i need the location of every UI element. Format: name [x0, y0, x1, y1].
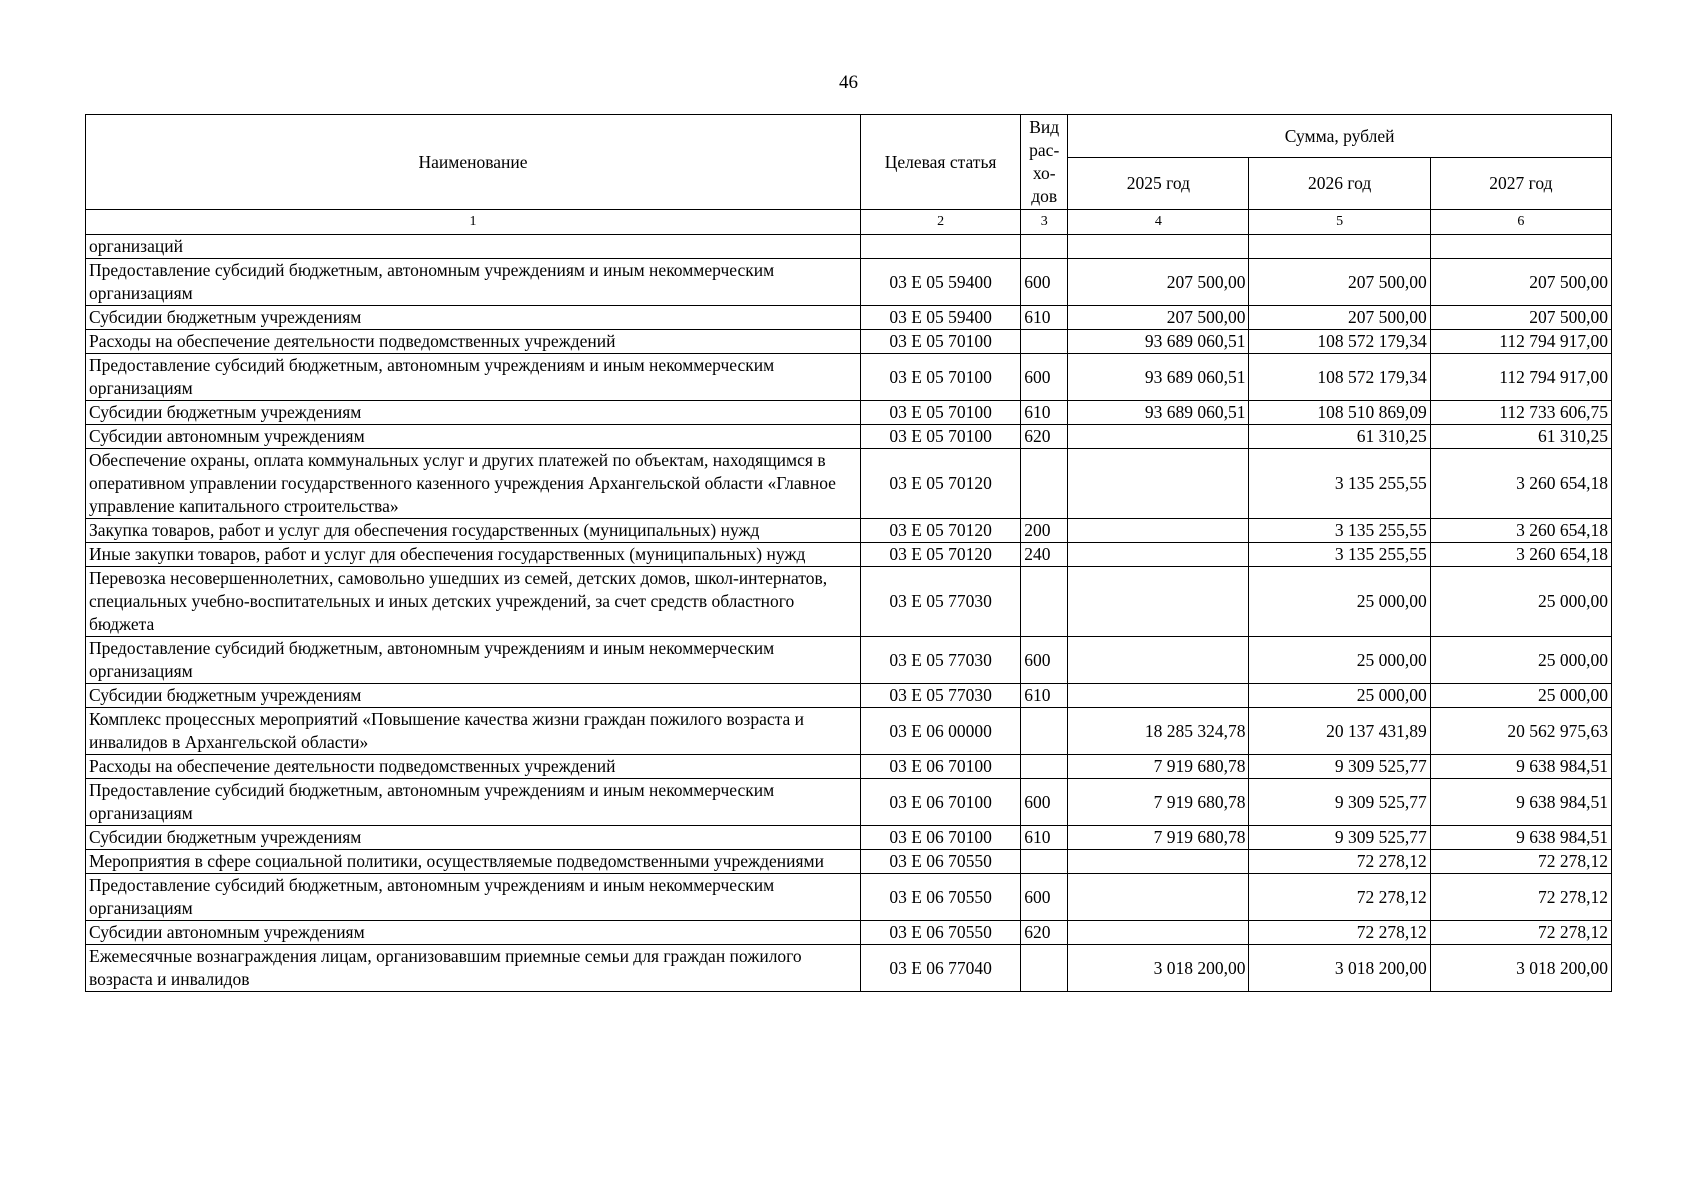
- cell-expense-type: 200: [1021, 519, 1068, 543]
- cell-name: Субсидии бюджетным учреждениям: [86, 684, 861, 708]
- cell-name: Перевозка несовершеннолетних, самовольно ушедших из семей, детских домов, школ-интернатов, специальных учебно-воспитательных и иных детских учреждений, за счет средств областного бюджета: [86, 567, 861, 637]
- cell-sum-2027: 72 278,12: [1430, 850, 1611, 874]
- table-row: [86, 567, 1612, 637]
- table-row: [86, 259, 1612, 306]
- cell-sum-2025: 93 689 060,51: [1068, 401, 1249, 425]
- column-number: 6: [1430, 210, 1611, 235]
- cell-sum-2026: 25 000,00: [1249, 567, 1430, 637]
- cell-sum-2026: 72 278,12: [1249, 874, 1430, 921]
- cell-expense-type: 610: [1021, 401, 1068, 425]
- cell-sum-2027: 9 638 984,51: [1430, 779, 1611, 826]
- cell-expense-type: [1021, 945, 1068, 992]
- cell-sum-2026: 20 137 431,89: [1249, 708, 1430, 755]
- cell-sum-2026: 61 310,25: [1249, 425, 1430, 449]
- cell-target-article: 03 Е 06 00000: [861, 708, 1021, 755]
- page-number: 46: [839, 72, 858, 93]
- cell-expense-type: 620: [1021, 425, 1068, 449]
- table-row: [86, 235, 1612, 259]
- cell-sum-2025: [1068, 543, 1249, 567]
- table-row: [86, 354, 1612, 401]
- cell-sum-2025: 3 018 200,00: [1068, 945, 1249, 992]
- cell-sum-2026: 207 500,00: [1249, 306, 1430, 330]
- cell-sum-2027: 9 638 984,51: [1430, 755, 1611, 779]
- cell-sum-2026: 9 309 525,77: [1249, 826, 1430, 850]
- cell-target-article: 03 Е 06 70550: [861, 921, 1021, 945]
- cell-expense-type: 610: [1021, 826, 1068, 850]
- cell-target-article: 03 Е 06 70100: [861, 755, 1021, 779]
- cell-sum-2026: 3 018 200,00: [1249, 945, 1430, 992]
- cell-sum-2027: 72 278,12: [1430, 874, 1611, 921]
- cell-sum-2027: 112 733 606,75: [1430, 401, 1611, 425]
- cell-expense-type: [1021, 708, 1068, 755]
- cell-expense-type: [1021, 330, 1068, 354]
- cell-expense-type: 600: [1021, 259, 1068, 306]
- cell-sum-2026: 9 309 525,77: [1249, 755, 1430, 779]
- cell-sum-2026: 207 500,00: [1249, 259, 1430, 306]
- cell-sum-2025: 207 500,00: [1068, 259, 1249, 306]
- cell-target-article: 03 Е 06 77040: [861, 945, 1021, 992]
- cell-expense-type: [1021, 850, 1068, 874]
- cell-sum-2027: 3 260 654,18: [1430, 519, 1611, 543]
- cell-expense-type: 620: [1021, 921, 1068, 945]
- column-numbers-row: [86, 210, 1612, 235]
- cell-target-article: 03 Е 06 70100: [861, 779, 1021, 826]
- cell-expense-type: 600: [1021, 637, 1068, 684]
- cell-sum-2025: 7 919 680,78: [1068, 755, 1249, 779]
- cell-sum-2025: [1068, 449, 1249, 519]
- table-row: [86, 708, 1612, 755]
- cell-sum-2025: 207 500,00: [1068, 306, 1249, 330]
- cell-sum-2027: 25 000,00: [1430, 684, 1611, 708]
- cell-sum-2025: 7 919 680,78: [1068, 826, 1249, 850]
- cell-name: Субсидии автономным учреждениям: [86, 425, 861, 449]
- cell-name: Предоставление субсидий бюджетным, автономным учреждениям и иным некоммерческим организациям: [86, 874, 861, 921]
- table-row: [86, 826, 1612, 850]
- header-year-2025: 2025 год: [1068, 158, 1249, 210]
- header-sum: Сумма, рублей: [1068, 115, 1612, 158]
- cell-name: Расходы на обеспечение деятельности подведомственных учреждений: [86, 755, 861, 779]
- table-row: [86, 755, 1612, 779]
- cell-target-article: 03 Е 05 70100: [861, 354, 1021, 401]
- cell-target-article: 03 Е 05 77030: [861, 637, 1021, 684]
- header-target-article: Целевая статья: [861, 115, 1021, 210]
- table-row: [86, 425, 1612, 449]
- cell-name: Субсидии бюджетным учреждениям: [86, 826, 861, 850]
- cell-sum-2027: 3 260 654,18: [1430, 543, 1611, 567]
- table-row: [86, 330, 1612, 354]
- column-number: 5: [1249, 210, 1430, 235]
- cell-name: Расходы на обеспечение деятельности подведомственных учреждений: [86, 330, 861, 354]
- cell-name: Иные закупки товаров, работ и услуг для обеспечения государственных (муниципальных) нужд: [86, 543, 861, 567]
- cell-sum-2027: 207 500,00: [1430, 306, 1611, 330]
- cell-name: Предоставление субсидий бюджетным, автономным учреждениям и иным некоммерческим организациям: [86, 354, 861, 401]
- table-row: [86, 637, 1612, 684]
- table-row: [86, 921, 1612, 945]
- cell-sum-2025: [1068, 519, 1249, 543]
- cell-sum-2025: 7 919 680,78: [1068, 779, 1249, 826]
- table-row: [86, 543, 1612, 567]
- table-row: [86, 779, 1612, 826]
- cell-target-article: 03 Е 05 59400: [861, 306, 1021, 330]
- cell-sum-2027: 112 794 917,00: [1430, 354, 1611, 401]
- cell-sum-2027: 9 638 984,51: [1430, 826, 1611, 850]
- cell-name: Предоставление субсидий бюджетным, автономным учреждениям и иным некоммерческим организациям: [86, 637, 861, 684]
- cell-name: Обеспечение охраны, оплата коммунальных услуг и других платежей по объектам, находящимся в оперативном управлении государственного казенного учреждения Архангельской области «Главное управление капитального строительства»: [86, 449, 861, 519]
- cell-sum-2025: 93 689 060,51: [1068, 354, 1249, 401]
- cell-name: Закупка товаров, работ и услуг для обеспечения государственных (муниципальных) нужд: [86, 519, 861, 543]
- cell-sum-2026: 3 135 255,55: [1249, 519, 1430, 543]
- cell-name: Ежемесячные вознаграждения лицам, организовавшим приемные семьи для граждан пожилого возраста и инвалидов: [86, 945, 861, 992]
- cell-name: Предоставление субсидий бюджетным, автономным учреждениям и иным некоммерческим организациям: [86, 779, 861, 826]
- cell-sum-2025: [1068, 874, 1249, 921]
- cell-expense-type: 600: [1021, 354, 1068, 401]
- cell-target-article: 03 Е 05 77030: [861, 684, 1021, 708]
- cell-target-article: 03 Е 06 70550: [861, 874, 1021, 921]
- table-row: [86, 684, 1612, 708]
- cell-name: Субсидии автономным учреждениям: [86, 921, 861, 945]
- cell-name: Предоставление субсидий бюджетным, автономным учреждениям и иным некоммерческим организациям: [86, 259, 861, 306]
- column-number: 4: [1068, 210, 1249, 235]
- cell-sum-2026: 25 000,00: [1249, 684, 1430, 708]
- cell-sum-2026: 9 309 525,77: [1249, 779, 1430, 826]
- cell-sum-2026: 108 572 179,34: [1249, 354, 1430, 401]
- cell-expense-type: 610: [1021, 306, 1068, 330]
- cell-sum-2027: 61 310,25: [1430, 425, 1611, 449]
- cell-name: Субсидии бюджетным учреждениям: [86, 306, 861, 330]
- cell-name: Комплекс процессных мероприятий «Повышение качества жизни граждан пожилого возраста и инвалидов в Архангельской области»: [86, 708, 861, 755]
- cell-sum-2026: 108 510 869,09: [1249, 401, 1430, 425]
- table-row: [86, 874, 1612, 921]
- cell-sum-2027: 3 260 654,18: [1430, 449, 1611, 519]
- header-expense-type-line: хо-: [1032, 163, 1056, 183]
- cell-sum-2025: [1068, 637, 1249, 684]
- cell-target-article: 03 Е 05 59400: [861, 259, 1021, 306]
- cell-sum-2027: 3 018 200,00: [1430, 945, 1611, 992]
- cell-name: Субсидии бюджетным учреждениям: [86, 401, 861, 425]
- table-row: [86, 401, 1612, 425]
- header-expense-type: [1021, 115, 1068, 210]
- table-body: [86, 235, 1612, 992]
- table-row: [86, 449, 1612, 519]
- cell-sum-2027: 112 794 917,00: [1430, 330, 1611, 354]
- header-name: Наименование: [86, 115, 861, 210]
- table-row: [86, 519, 1612, 543]
- cell-sum-2025: [1068, 235, 1249, 259]
- table-row: [86, 945, 1612, 992]
- column-number: 1: [86, 210, 861, 235]
- cell-sum-2026: 3 135 255,55: [1249, 543, 1430, 567]
- cell-expense-type: [1021, 755, 1068, 779]
- cell-target-article: 03 Е 05 70100: [861, 425, 1021, 449]
- cell-target-article: [861, 235, 1021, 259]
- cell-expense-type: 610: [1021, 684, 1068, 708]
- header-year-2027: 2027 год: [1430, 158, 1611, 210]
- cell-target-article: 03 Е 05 77030: [861, 567, 1021, 637]
- header-expense-type-line: дов: [1031, 186, 1058, 206]
- cell-sum-2025: 93 689 060,51: [1068, 330, 1249, 354]
- cell-sum-2025: 18 285 324,78: [1068, 708, 1249, 755]
- cell-sum-2027: 25 000,00: [1430, 567, 1611, 637]
- header-expense-type-line: рас-: [1029, 140, 1060, 160]
- cell-sum-2025: [1068, 850, 1249, 874]
- cell-sum-2027: [1430, 235, 1611, 259]
- cell-expense-type: [1021, 449, 1068, 519]
- cell-sum-2025: [1068, 921, 1249, 945]
- cell-target-article: 03 Е 05 70120: [861, 449, 1021, 519]
- cell-name: организаций: [86, 235, 861, 259]
- cell-sum-2027: 25 000,00: [1430, 637, 1611, 684]
- column-number: 3: [1021, 210, 1068, 235]
- table-row: [86, 850, 1612, 874]
- cell-expense-type: [1021, 235, 1068, 259]
- table-row: [86, 306, 1612, 330]
- cell-sum-2026: 72 278,12: [1249, 921, 1430, 945]
- cell-sum-2027: 20 562 975,63: [1430, 708, 1611, 755]
- cell-target-article: 03 Е 06 70100: [861, 826, 1021, 850]
- cell-expense-type: [1021, 567, 1068, 637]
- cell-target-article: 03 Е 05 70100: [861, 401, 1021, 425]
- cell-sum-2026: 25 000,00: [1249, 637, 1430, 684]
- cell-sum-2025: [1068, 425, 1249, 449]
- cell-name: Мероприятия в сфере социальной политики, осуществляемые подведомственными учреждениями: [86, 850, 861, 874]
- cell-target-article: 03 Е 06 70550: [861, 850, 1021, 874]
- budget-table: [85, 114, 1612, 992]
- cell-sum-2026: [1249, 235, 1430, 259]
- cell-expense-type: 600: [1021, 874, 1068, 921]
- cell-sum-2026: 3 135 255,55: [1249, 449, 1430, 519]
- cell-sum-2025: [1068, 567, 1249, 637]
- column-number: 2: [861, 210, 1021, 235]
- header-expense-type-line: Вид: [1029, 117, 1060, 137]
- cell-target-article: 03 Е 05 70120: [861, 519, 1021, 543]
- cell-sum-2027: 207 500,00: [1430, 259, 1611, 306]
- cell-sum-2026: 108 572 179,34: [1249, 330, 1430, 354]
- cell-expense-type: 240: [1021, 543, 1068, 567]
- cell-sum-2026: 72 278,12: [1249, 850, 1430, 874]
- cell-target-article: 03 Е 05 70100: [861, 330, 1021, 354]
- cell-target-article: 03 Е 05 70120: [861, 543, 1021, 567]
- header-year-2026: 2026 год: [1249, 158, 1430, 210]
- cell-sum-2025: [1068, 684, 1249, 708]
- cell-sum-2027: 72 278,12: [1430, 921, 1611, 945]
- cell-expense-type: 600: [1021, 779, 1068, 826]
